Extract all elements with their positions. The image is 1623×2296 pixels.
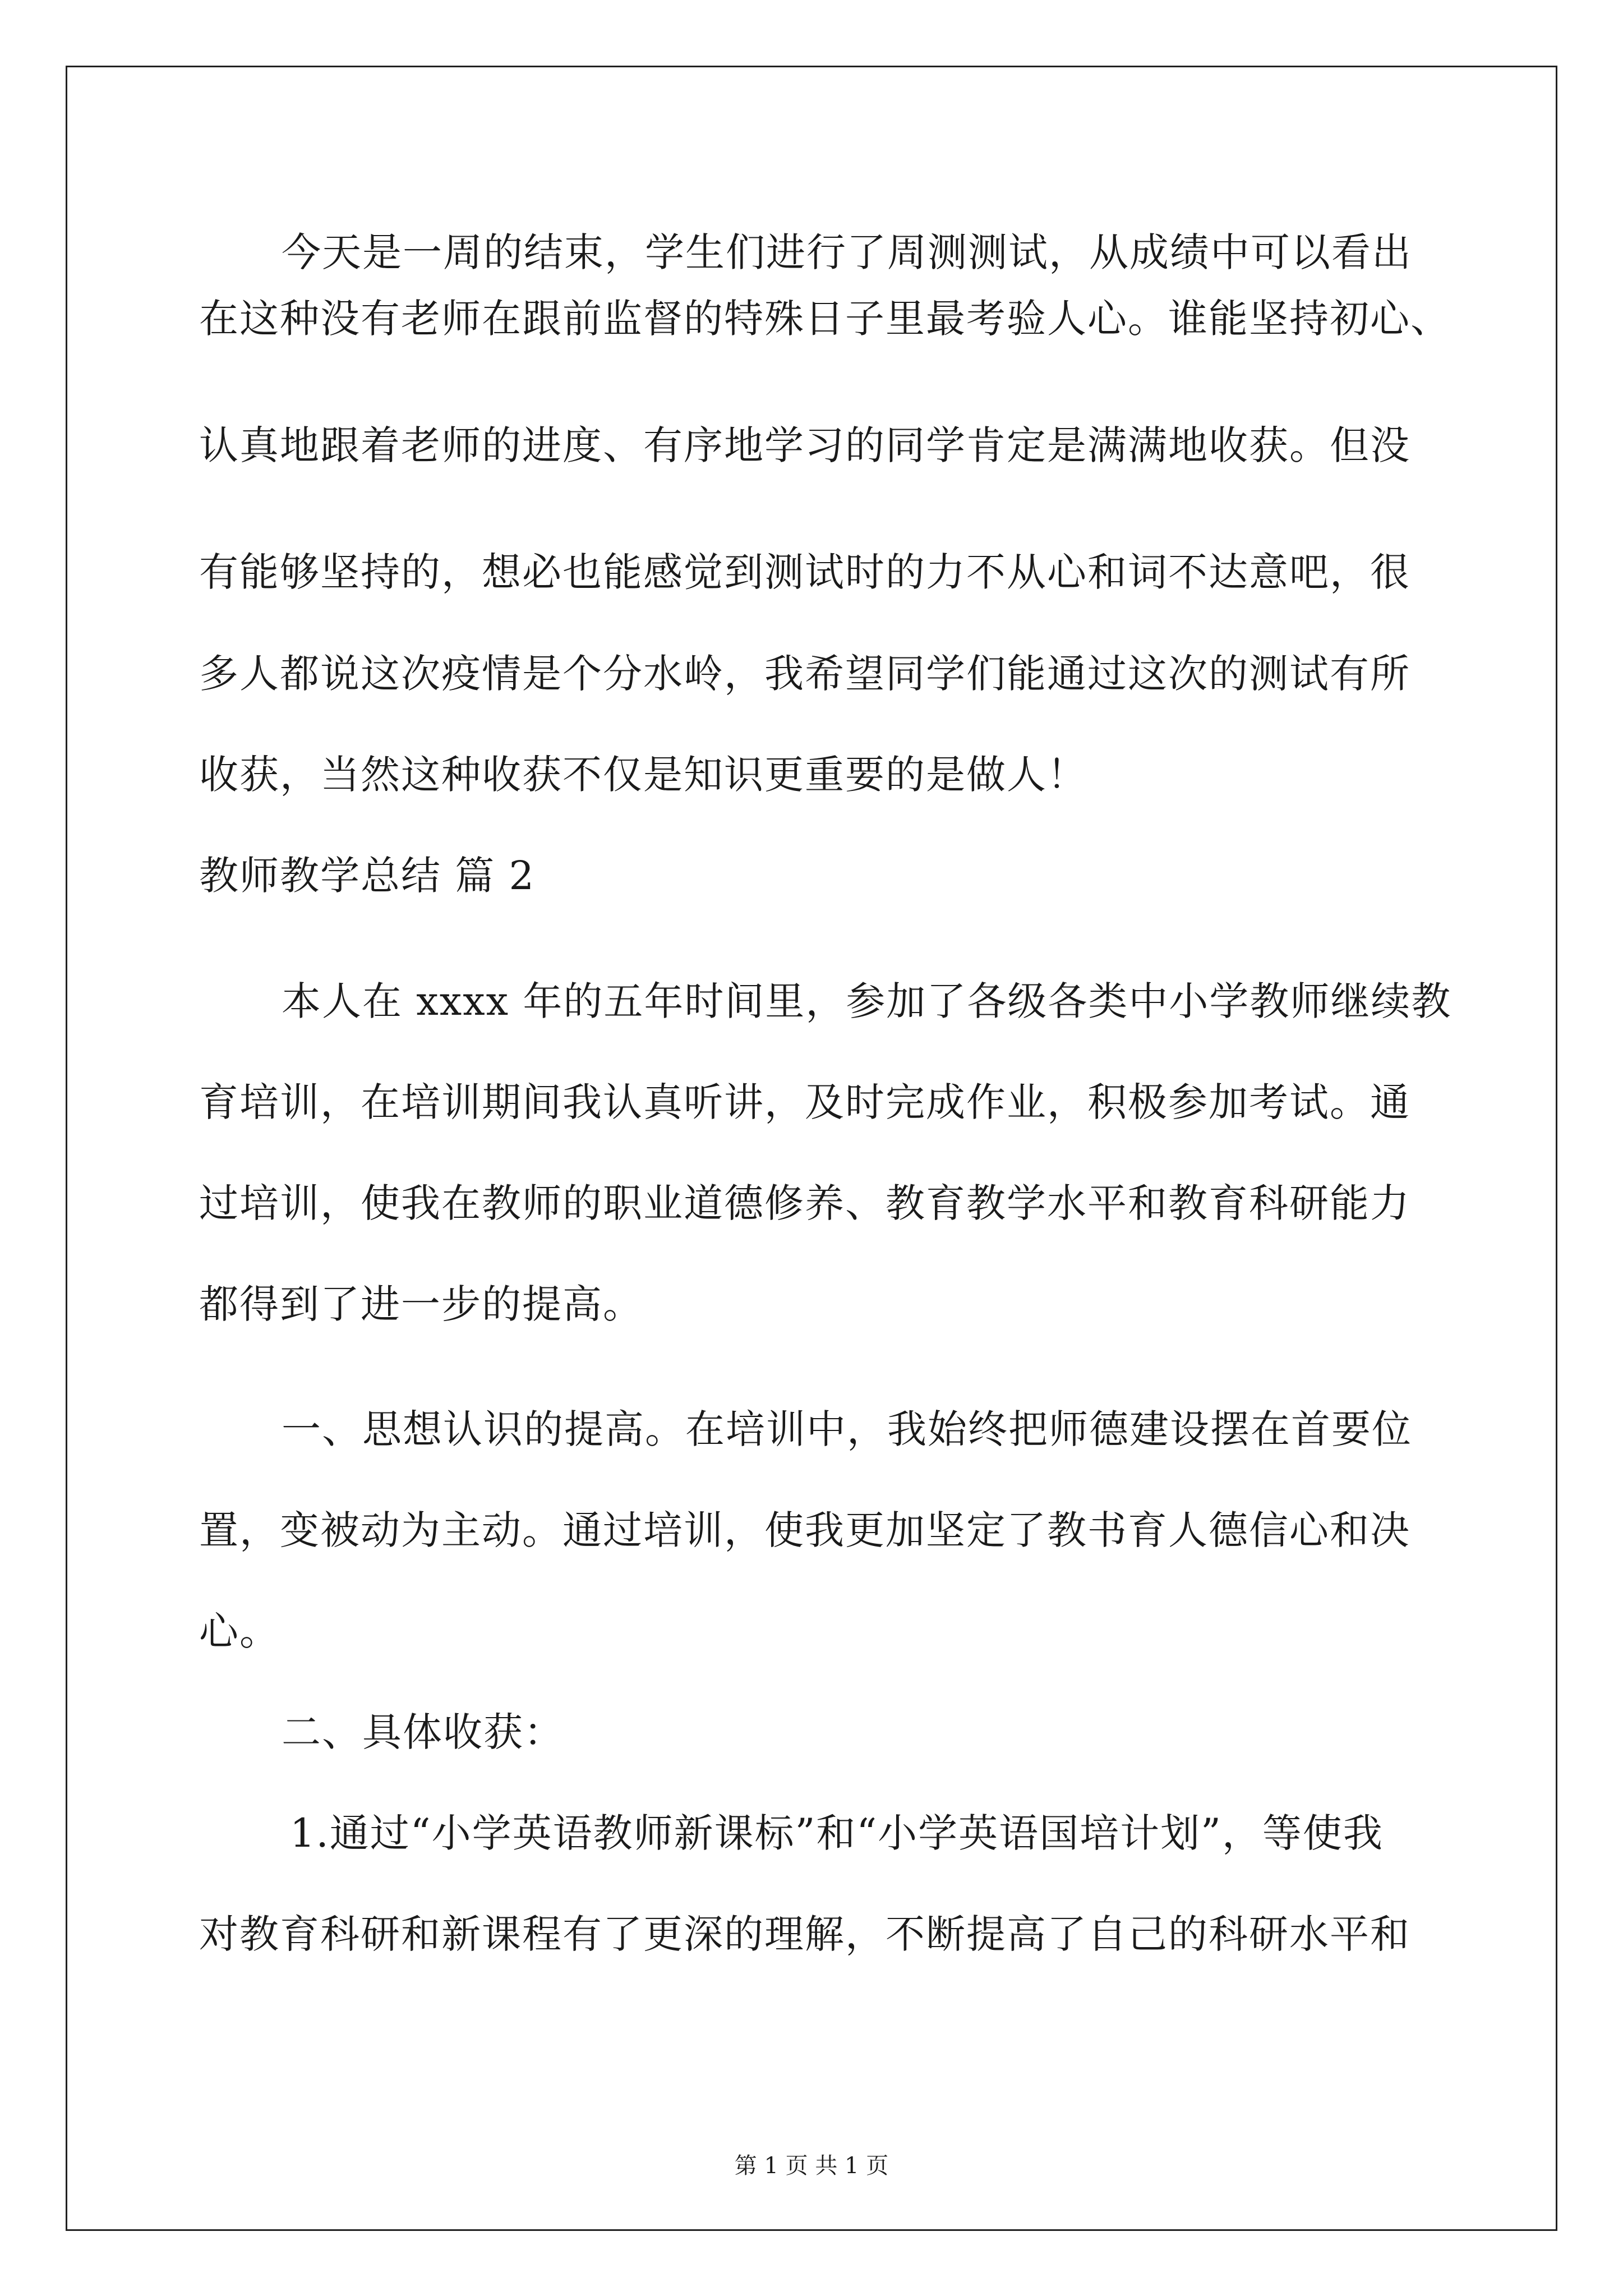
paragraph-1-line-5: 多人都说这次疫情是个分水岭，我希望同学们能通过这次的测试有所 <box>199 651 1410 697</box>
paragraph-5-line-1: 1.通过“小学英语教师新课标”和“小学英语国培计划”，等使我 <box>290 1810 1384 1856</box>
paragraph-2-line-4: 都得到了进一步的提高。 <box>199 1281 643 1327</box>
paragraph-1-line-4: 有能够坚持的，想必也能感觉到测试时的力不从心和词不达意吧，很 <box>199 549 1410 595</box>
paragraph-3-line-2: 置，变被动为主动。通过培训，使我更加坚定了教书育人德信心和决 <box>199 1507 1410 1553</box>
paragraph-1-line-6: 收获，当然这种收获不仅是知识更重要的是做人！ <box>199 752 1087 798</box>
page-footer: 第 1 页 共 1 页 <box>734 2153 889 2179</box>
paragraph-1-line-2: 在这种没有老师在跟前监督的特殊日子里最考验人心。谁能坚持初心、 <box>199 296 1451 342</box>
paragraph-3-line-1: 一、思想认识的提高。在培训中，我始终把师德建设摆在首要位 <box>282 1406 1412 1452</box>
paragraph-1-line-1: 今天是一周的结束，学生们进行了周测测试，从成绩中可以看出 <box>282 229 1412 275</box>
paragraph-5-line-2: 对教育科研和新课程有了更深的理解，不断提高了自己的科研水平和 <box>199 1911 1410 1957</box>
paragraph-2-line-3: 过培训，使我在教师的职业道德修养、教育教学水平和教育科研能力 <box>199 1180 1410 1226</box>
paragraph-3-line-3: 心。 <box>199 1608 280 1654</box>
paragraph-4-line-1: 二、具体收获： <box>282 1709 564 1755</box>
page-border <box>66 66 1557 2231</box>
paragraph-2-line-1: 本人在 xxxx 年的五年时间里，参加了各级各类中小学教师继续教 <box>282 978 1452 1024</box>
paragraph-1-line-3: 认真地跟着老师的进度、有序地学习的同学肯定是满满地收获。但没 <box>199 422 1410 468</box>
paragraph-2-line-2: 育培训，在培训期间我认真听讲，及时完成作业，积极参加考试。通 <box>199 1079 1410 1125</box>
section-heading: 教师教学总结 篇 2 <box>199 853 536 899</box>
